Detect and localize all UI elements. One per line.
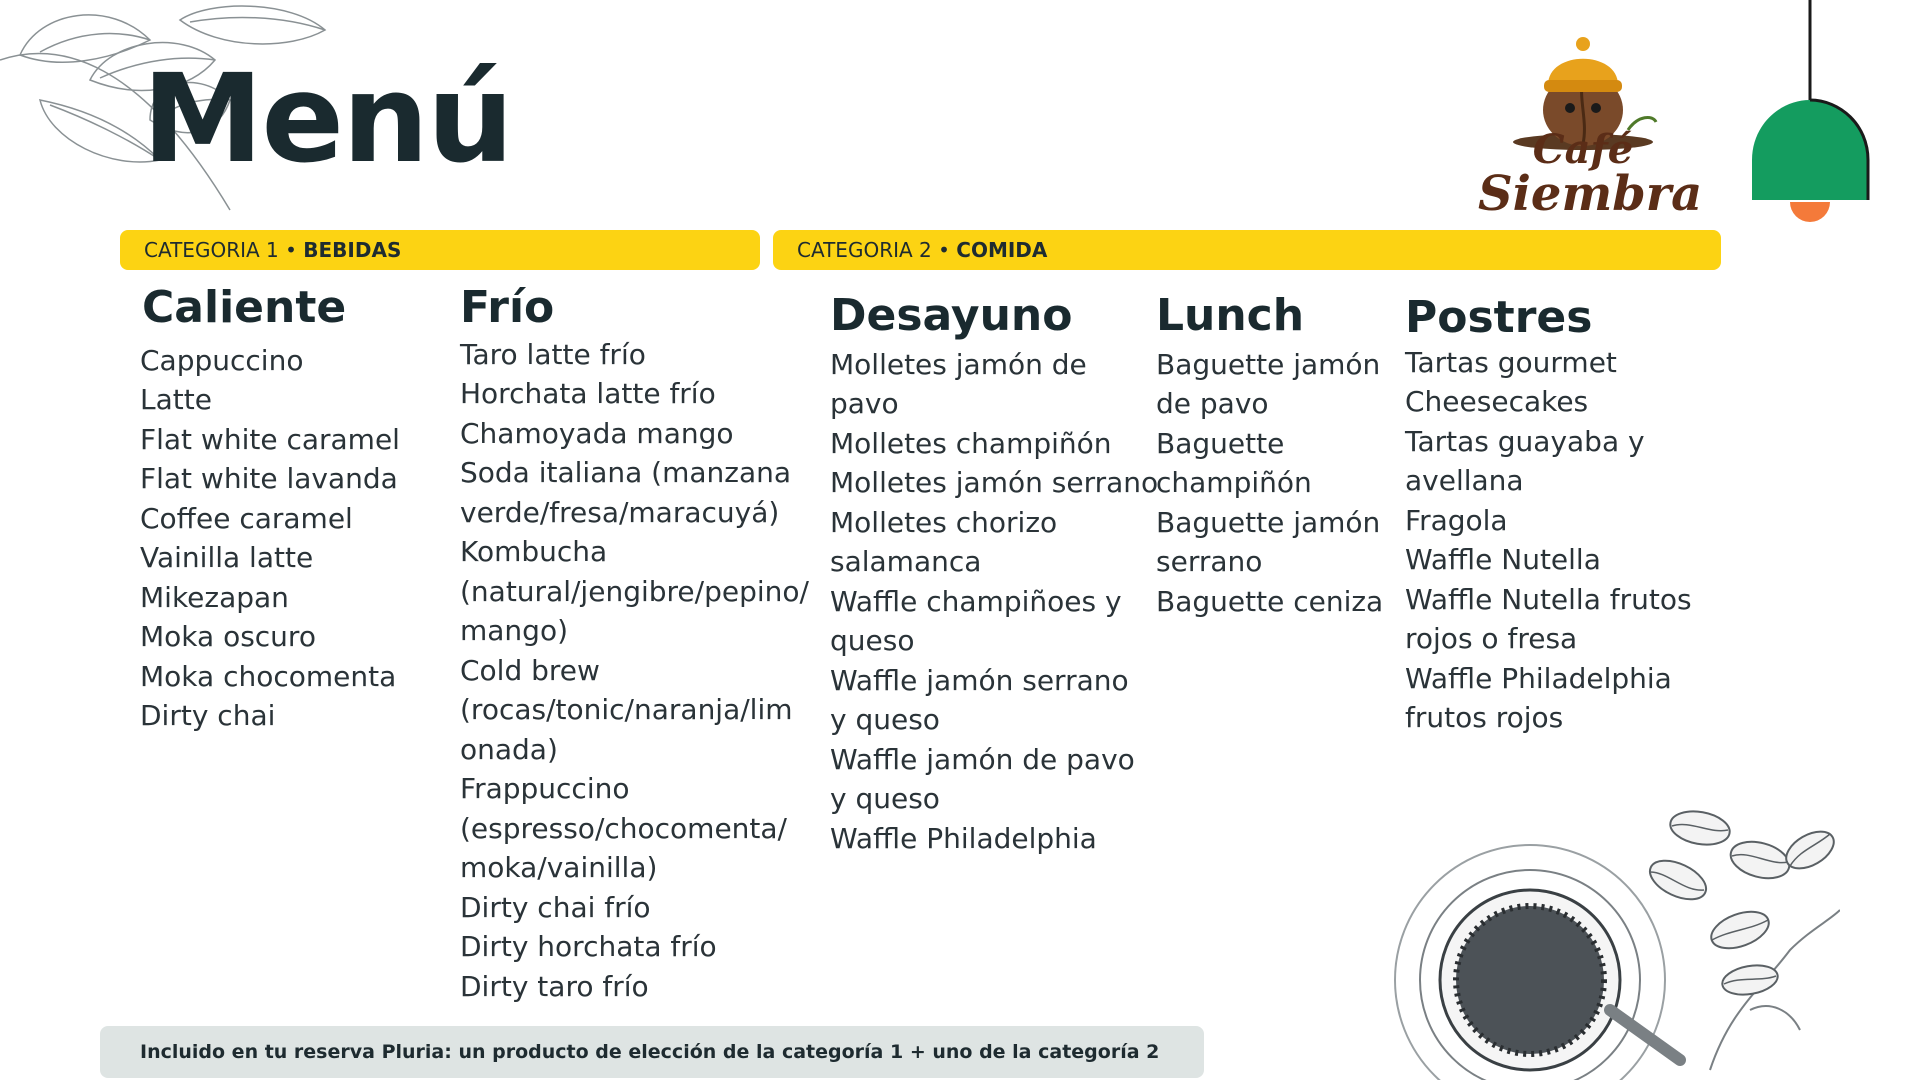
section-caliente xyxy=(142,282,400,736)
list-item: Moka chocomenta xyxy=(140,659,397,693)
list-item: pavo xyxy=(830,387,899,421)
section-title: Lunch xyxy=(1156,290,1305,341)
brand-logo xyxy=(1478,30,1703,222)
list-item: frutos rojos xyxy=(1405,701,1564,735)
list-item: Tartas guayaba y xyxy=(1405,424,1645,458)
section-postres xyxy=(1405,292,1692,738)
list-item: Molletes chorizo xyxy=(830,505,1058,539)
list-item: y queso xyxy=(830,782,940,816)
list-item: (natural/jengibre/pepino/ xyxy=(460,574,809,608)
section-title: Frío xyxy=(460,282,555,333)
category-prefix: CATEGORIA 1 • xyxy=(144,238,304,262)
item-list xyxy=(830,345,1158,859)
item-list xyxy=(1156,345,1383,622)
list-item: Latte xyxy=(140,383,212,417)
list-item: Baguette ceniza xyxy=(1156,584,1384,618)
list-item: Kombucha xyxy=(460,535,608,569)
list-item: y queso xyxy=(830,703,940,737)
list-item: Baguette xyxy=(1156,426,1285,460)
list-item: Vainilla latte xyxy=(140,541,314,575)
category-prefix: CATEGORIA 2 • xyxy=(797,238,957,262)
list-item: Waffle jamón de pavo xyxy=(830,742,1135,776)
section-title: Caliente xyxy=(142,282,347,333)
list-item: Flat white caramel xyxy=(140,422,400,456)
footer-note: Incluido en tu reserva Pluria: un producto de elección de la categoría 1 + uno de la categoría 2 xyxy=(100,1026,1204,1078)
list-item: onada) xyxy=(460,732,558,766)
list-item: Cold brew xyxy=(460,653,600,687)
list-item: Tartas gourmet xyxy=(1405,345,1617,379)
list-item: Molletes jamón serrano xyxy=(830,466,1159,500)
list-item: Dirty chai frío xyxy=(460,890,651,924)
section-title: Postres xyxy=(1405,292,1593,343)
list-item: avellana xyxy=(1405,464,1524,498)
list-item: Mikezapan xyxy=(140,580,289,614)
list-item: Waffle Philadelphia xyxy=(830,821,1097,855)
list-item: champiñón xyxy=(1156,466,1312,500)
list-item: Molletes jamón de xyxy=(830,347,1087,381)
list-item: Frappuccino xyxy=(460,772,630,806)
list-item: Soda italiana (manzana xyxy=(460,456,792,490)
category-name: COMIDA xyxy=(956,238,1048,262)
list-item: Moka oscuro xyxy=(140,620,316,654)
section-frio xyxy=(460,282,809,1006)
item-list xyxy=(1405,343,1692,738)
category-bar-comida xyxy=(773,230,1721,270)
brand-name-line1: Café xyxy=(1532,126,1634,173)
list-item: Cheesecakes xyxy=(1405,385,1589,419)
list-item: (rocas/tonic/naranja/lim xyxy=(460,693,793,727)
list-item: salamanca xyxy=(830,545,982,579)
list-item: Coffee caramel xyxy=(140,501,353,535)
list-item: Waffle Nutella frutos xyxy=(1405,582,1692,616)
list-item: Cappuccino xyxy=(140,343,304,377)
brand-name-line2: Siembra xyxy=(1478,166,1703,222)
list-item: rojos o fresa xyxy=(1405,622,1578,656)
list-item: Chamoyada mango xyxy=(460,416,734,450)
list-item: Molletes champiñón xyxy=(830,426,1112,460)
list-item: de pavo xyxy=(1156,387,1269,421)
category-name: BEBIDAS xyxy=(303,238,402,262)
list-item: queso xyxy=(830,624,915,658)
list-item: Fragola xyxy=(1405,503,1508,537)
list-item: Taro latte frío xyxy=(460,337,646,371)
page-title: Menú xyxy=(142,48,512,190)
list-item: Baguette jamón xyxy=(1156,347,1381,381)
item-list xyxy=(140,341,400,736)
list-item: Dirty chai xyxy=(140,699,276,733)
list-item: Flat white lavanda xyxy=(140,462,398,496)
list-item: Dirty horchata frío xyxy=(460,930,717,964)
item-list xyxy=(460,335,809,1007)
list-item: moka/vainilla) xyxy=(460,851,658,885)
list-item: Dirty taro frío xyxy=(460,969,649,1003)
list-item: Baguette jamón xyxy=(1156,505,1381,539)
pendant-lamp-icon xyxy=(1740,0,1880,240)
list-item: serrano xyxy=(1156,545,1263,579)
coffee-beans-icon xyxy=(1640,800,1840,1000)
list-item: Waffle jamón serrano xyxy=(830,663,1129,697)
list-item: verde/fresa/maracuyá) xyxy=(460,495,780,529)
list-item: Waffle Philadelphia xyxy=(1405,661,1672,695)
list-item: Waffle Nutella xyxy=(1405,543,1601,577)
list-item: mango) xyxy=(460,614,569,648)
list-item: Waffle champiñoes y xyxy=(830,584,1122,618)
section-title: Desayuno xyxy=(830,290,1073,341)
section-desayuno xyxy=(830,290,1158,858)
category-bar-bebidas xyxy=(120,230,760,270)
list-item: Horchata latte frío xyxy=(460,377,716,411)
section-lunch xyxy=(1156,290,1383,621)
list-item: (espresso/chocomenta/ xyxy=(460,811,787,845)
